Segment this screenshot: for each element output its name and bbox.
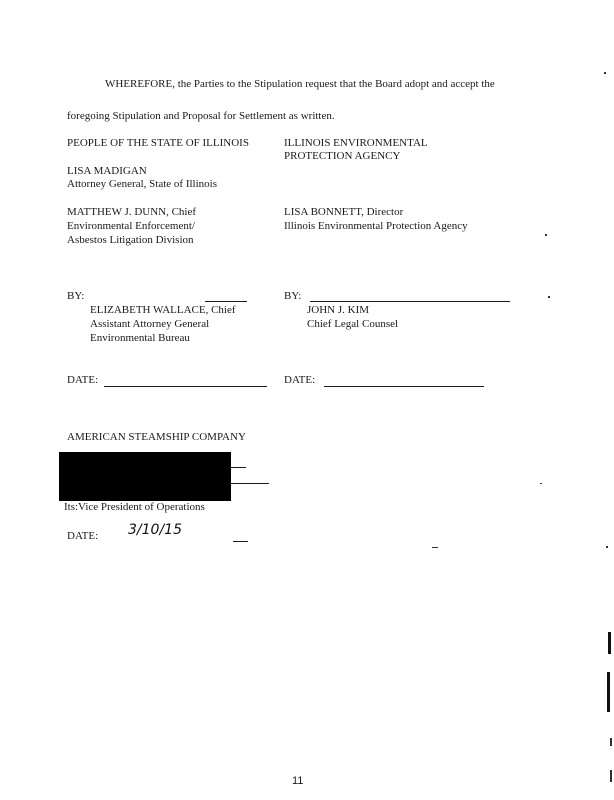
left-by-label: BY:: [67, 290, 85, 302]
left-signer-title-1: Assistant Attorney General: [90, 318, 210, 330]
right-signature-line: [310, 301, 510, 302]
right-party-name-line-1: ILLINOIS ENVIRONMENTAL: [284, 137, 428, 149]
right-official-title: Illinois Environmental Protection Agency: [284, 220, 468, 232]
intro-line-1: WHEREFORE, the Parties to the Stipulation request that the Board adopt and accept the: [105, 78, 495, 90]
left-official1-name: LISA MADIGAN: [67, 165, 147, 177]
scan-speck: [540, 483, 542, 484]
left-signature-line: [205, 301, 247, 302]
intro-line-2: foregoing Stipulation and Proposal for Settlement as written.: [67, 110, 335, 122]
left-official2-line2: Environmental Enforcement/: [67, 220, 195, 232]
left-official1-title: Attorney General, State of Illinois: [67, 178, 217, 190]
right-by-label: BY:: [284, 290, 302, 302]
right-date-label: DATE:: [284, 374, 316, 386]
right-official-name: LISA BONNETT, Director: [284, 206, 404, 218]
company-signature-line: [231, 483, 269, 484]
company-date-label: DATE:: [67, 530, 99, 542]
company-date-line-stub: [233, 541, 248, 542]
scan-edge-mark: [610, 770, 612, 782]
right-signer-name: JOHN J. KIM: [307, 304, 370, 316]
scan-speck: [548, 296, 550, 298]
scan-speck: [604, 72, 606, 74]
scan-speck: [606, 546, 608, 548]
scan-edge-mark: [608, 632, 611, 654]
redaction-tick-line: [231, 467, 246, 468]
scan-speck: [545, 234, 547, 236]
left-signer-title-2: Environmental Bureau: [90, 332, 190, 344]
right-signer-title: Chief Legal Counsel: [307, 318, 399, 330]
left-official2-line3: Asbestos Litigation Division: [67, 234, 194, 246]
handwritten-date: 3/10/15: [128, 522, 182, 538]
left-date-line: [104, 386, 267, 387]
page-number: 11: [292, 775, 304, 787]
left-party-name: PEOPLE OF THE STATE OF ILLINOIS: [67, 137, 249, 149]
right-date-line: [324, 386, 484, 387]
company-name: AMERICAN STEAMSHIP COMPANY: [67, 431, 246, 443]
left-signer-name: ELIZABETH WALLACE, Chief: [90, 304, 236, 316]
right-party-name-line-2: PROTECTION AGENCY: [284, 150, 401, 162]
company-its-title: Its:Vice President of Operations: [64, 501, 205, 513]
scan-edge-mark: [607, 672, 610, 712]
left-date-label: DATE:: [67, 374, 99, 386]
redaction-box: [59, 452, 231, 501]
scan-speck: [432, 547, 438, 548]
left-official2-name: MATTHEW J. DUNN, Chief: [67, 206, 197, 218]
scan-edge-mark: [610, 738, 612, 746]
